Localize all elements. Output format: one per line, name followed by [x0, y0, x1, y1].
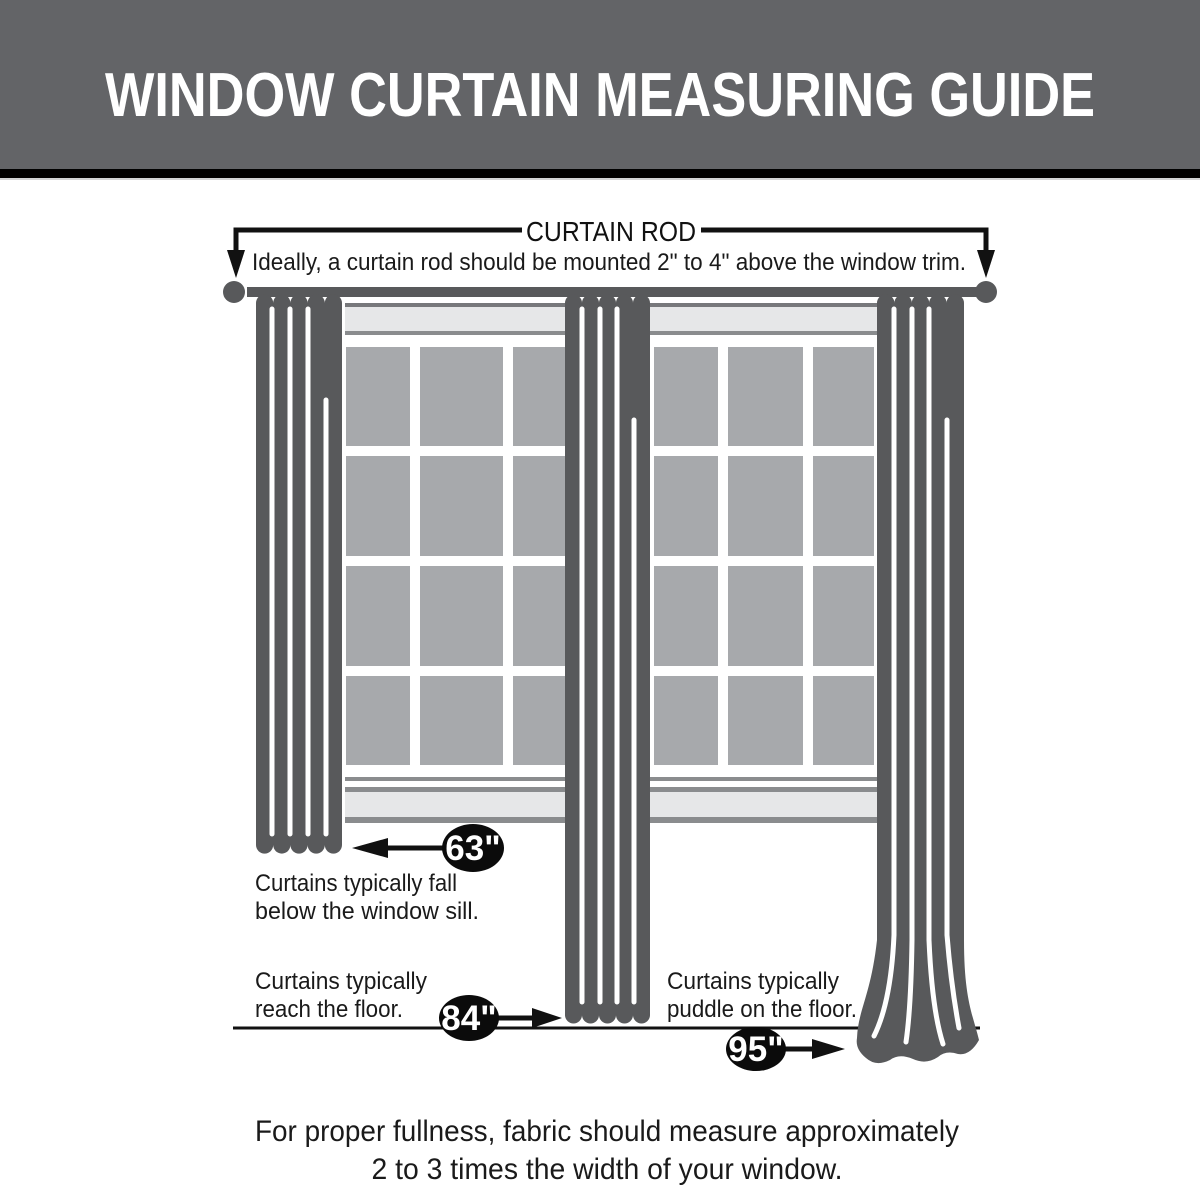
curtain-panel-left: [256, 294, 342, 853]
page-title: WINDOW CURTAIN MEASURING GUIDE: [105, 61, 1095, 130]
measure-95: [667, 968, 857, 1071]
footer-line1: For proper fullness, fabric should measure approximately: [255, 1115, 959, 1148]
annotation-sill-line2: below the window sill.: [255, 898, 479, 925]
window-pane: [346, 456, 410, 556]
right-arrow-icon: [812, 1039, 845, 1059]
window-pane: [420, 566, 503, 666]
window-pane: [346, 566, 410, 666]
window-pane: [813, 566, 874, 666]
annotation-sill-line1: Curtains typically fall: [255, 870, 457, 897]
window-pane: [420, 676, 503, 765]
rod-bar: [247, 287, 978, 297]
header-rule: [0, 169, 1200, 178]
curtain-panel-middle: [565, 295, 650, 1024]
window-pane: [654, 347, 718, 446]
left-arrow-icon: [352, 838, 388, 858]
curtain-right-shape: [857, 294, 979, 1063]
down-arrow-icon-left: [227, 250, 245, 278]
window-pane: [813, 456, 874, 556]
window-pane: [346, 676, 410, 765]
window-pane: [813, 676, 874, 765]
down-arrow-icon-right: [977, 250, 995, 278]
header-rule-shadow: [0, 178, 1200, 180]
length-badge-63-value: 63": [445, 829, 501, 868]
window-pane: [420, 456, 503, 556]
window-pane: [654, 566, 718, 666]
curtain-rod-note: Ideally, a curtain rod should be mounted 2" to 4" above the window trim.: [252, 249, 966, 276]
right-arrow-icon: [532, 1008, 562, 1028]
window-pane: [728, 566, 803, 666]
curtain-left-shape: [256, 294, 342, 853]
window-pane: [728, 456, 803, 556]
rod-finial-left: [223, 281, 245, 303]
window-pane: [654, 676, 718, 765]
window-pane: [813, 347, 874, 446]
curtain-rod-callout: [227, 216, 995, 278]
window-pane: [420, 347, 503, 446]
length-badge-95-value: 95": [728, 1030, 784, 1069]
measure-84: [255, 968, 562, 1041]
length-badge-84-value: 84": [441, 999, 497, 1038]
annotation-floor-line1: Curtains typically: [255, 968, 427, 995]
annotation-puddle-line1: Curtains typically: [667, 968, 839, 995]
annotation-floor-line2: reach the floor.: [255, 996, 403, 1023]
curtain-middle-shape: [565, 295, 650, 1024]
footer-note: [255, 1115, 959, 1186]
footer-line2: 2 to 3 times the width of your window.: [371, 1153, 843, 1186]
window-pane: [728, 676, 803, 765]
window-pane: [346, 347, 410, 446]
rod-finial-right: [975, 281, 997, 303]
curtain-rod-label: CURTAIN ROD: [526, 216, 696, 247]
curtain-panel-right: [857, 294, 979, 1063]
window-pane: [728, 347, 803, 446]
annotation-puddle-line2: puddle on the floor.: [667, 996, 857, 1023]
window-pane: [654, 456, 718, 556]
